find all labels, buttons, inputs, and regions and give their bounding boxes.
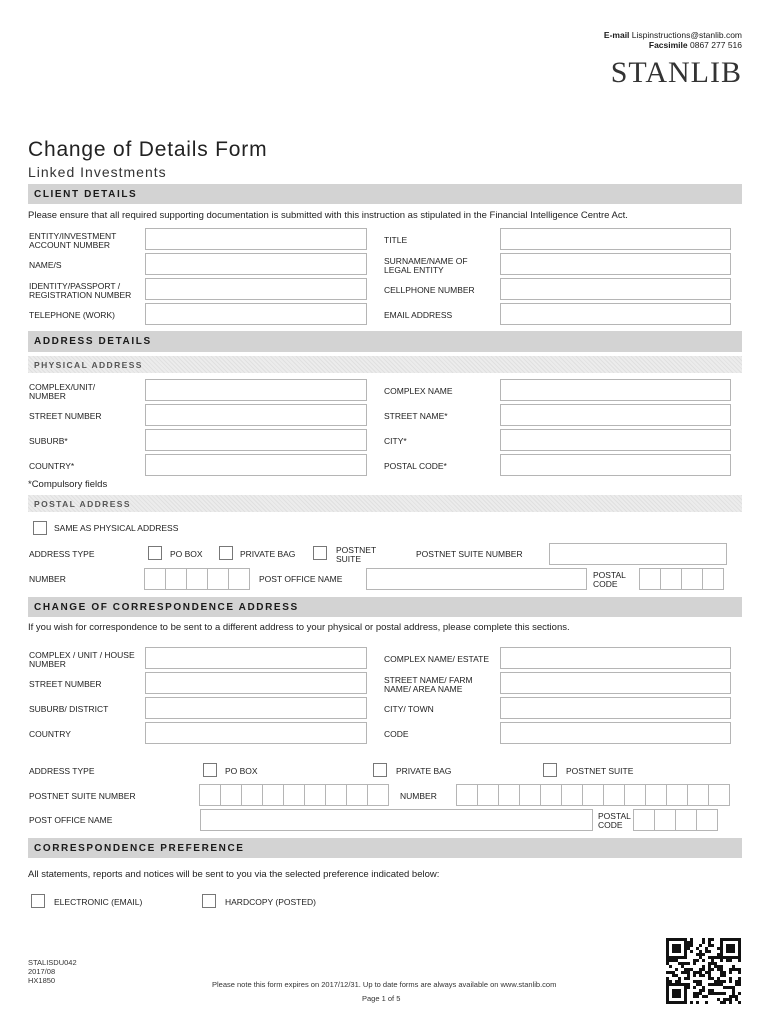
corr-address-type-label: ADDRESS TYPE bbox=[29, 766, 95, 776]
form-code: STALISDU042 bbox=[28, 958, 77, 967]
corr-field-0[interactable] bbox=[145, 647, 367, 669]
page-title: Change of Details Form bbox=[28, 138, 268, 161]
physical-right-label-0: COMPLEX NAME bbox=[384, 386, 453, 396]
post-office-name-label: POST OFFICE NAME bbox=[259, 574, 343, 584]
postal-code-label: POSTAL CODE bbox=[593, 570, 626, 589]
corr-private-bag-label: PRIVATE BAG bbox=[396, 766, 452, 776]
private-bag-checkbox[interactable] bbox=[219, 546, 233, 560]
header-contact bbox=[604, 30, 742, 50]
client-right-field-2[interactable] bbox=[500, 278, 731, 300]
physical-right-field-0[interactable] bbox=[500, 379, 731, 401]
client-right-label-2: CELLPHONE NUMBER bbox=[384, 285, 475, 295]
same-as-physical-checkbox[interactable] bbox=[33, 521, 47, 535]
po-box-checkbox[interactable] bbox=[148, 546, 162, 560]
corr-field-3[interactable] bbox=[145, 722, 367, 744]
postnet-suite-number-field[interactable] bbox=[549, 543, 727, 565]
electronic-label: ELECTRONIC (EMAIL) bbox=[54, 897, 143, 907]
stanlib-logo: STANLIB bbox=[610, 56, 742, 89]
client-right-field-3[interactable] bbox=[500, 303, 731, 325]
corr-label-2: SUBURB/ DISTRICT bbox=[29, 704, 109, 714]
physical-right-field-2[interactable] bbox=[500, 429, 731, 451]
postal-address-heading: POSTAL ADDRESS bbox=[28, 495, 742, 512]
page-subtitle: Linked Investments bbox=[28, 164, 167, 180]
physical-field-0[interactable] bbox=[145, 379, 367, 401]
corr-private-bag-checkbox[interactable] bbox=[373, 763, 387, 777]
corr-right-field-1[interactable] bbox=[500, 672, 731, 694]
address-details-heading: ADDRESS DETAILS bbox=[28, 331, 742, 352]
physical-right-label-2: CITY* bbox=[384, 436, 407, 446]
postnet-suite-checkbox[interactable] bbox=[313, 546, 327, 560]
physical-field-3[interactable] bbox=[145, 454, 367, 476]
postnet-suite-label: POSTNET SUITE bbox=[336, 545, 377, 564]
client-field-0[interactable] bbox=[145, 228, 367, 250]
physical-label-2: SUBURB* bbox=[29, 436, 68, 446]
private-bag-label: PRIVATE BAG bbox=[240, 549, 296, 559]
client-note: Please ensure that all required supporting documentation is submitted with this instruction as stipulated in the Financial Intelligence Centre Act. bbox=[28, 210, 628, 221]
client-label-1: NAME/S bbox=[29, 260, 62, 270]
corr-postnet-suite-number-label: POSTNET SUITE NUMBER bbox=[29, 791, 136, 801]
client-details-heading: CLIENT DETAILS bbox=[28, 184, 742, 204]
physical-right-field-1[interactable] bbox=[500, 404, 731, 426]
fax-label: Facsimile bbox=[648, 40, 688, 50]
form-ref: HX1850 bbox=[28, 976, 56, 985]
client-right-label-3: EMAIL ADDRESS bbox=[384, 310, 453, 320]
client-field-2[interactable] bbox=[145, 278, 367, 300]
corr-label-0: COMPLEX / UNIT / HOUSE NUMBER bbox=[29, 650, 135, 669]
po-box-label: PO BOX bbox=[170, 549, 203, 559]
expiry-note: Please note this form expires on 2017/12/31. Up to date forms are always available on www.stanlib.com bbox=[212, 980, 557, 989]
fax-value: 0867 277 516 bbox=[690, 40, 742, 50]
physical-right-label-3: POSTAL CODE* bbox=[384, 461, 447, 471]
post-office-name-field[interactable] bbox=[366, 568, 587, 590]
physical-label-0: COMPLEX/UNIT/ NUMBER bbox=[29, 382, 96, 401]
form-date: 2017/08 bbox=[28, 967, 56, 976]
postal-address-type-label: ADDRESS TYPE bbox=[29, 549, 95, 559]
physical-label-1: STREET NUMBER bbox=[29, 411, 102, 421]
corr-po-box-checkbox[interactable] bbox=[203, 763, 217, 777]
corr-number-label: NUMBER bbox=[400, 791, 437, 801]
physical-field-2[interactable] bbox=[145, 429, 367, 451]
postal-number-cells[interactable] bbox=[145, 568, 250, 590]
correspondence-address-heading: CHANGE OF CORRESPONDENCE ADDRESS bbox=[28, 597, 742, 617]
client-right-field-1[interactable] bbox=[500, 253, 731, 275]
correspondence-address-note: If you wish for correspondence to be sent to a different address to your physical or postal address, please complete this sections. bbox=[28, 622, 570, 633]
hardcopy-checkbox[interactable] bbox=[202, 894, 216, 908]
client-label-0: ENTITY/INVESTMENT ACCOUNT NUMBER bbox=[29, 231, 117, 250]
physical-address-heading: PHYSICAL ADDRESS bbox=[28, 356, 742, 373]
corr-postal-code-label: POSTAL CODE bbox=[598, 811, 631, 830]
preference-note: All statements, reports and notices will be sent to you via the selected preference indicated below: bbox=[28, 869, 440, 880]
corr-post-office-name-label: POST OFFICE NAME bbox=[29, 815, 113, 825]
physical-right-label-1: STREET NAME* bbox=[384, 411, 448, 421]
corr-right-label-3: CODE bbox=[384, 729, 409, 739]
correspondence-preference-heading: CORRESPONDENCE PREFERENCE bbox=[28, 838, 742, 858]
corr-po-box-label: PO BOX bbox=[225, 766, 258, 776]
corr-right-field-0[interactable] bbox=[500, 647, 731, 669]
qr-code-icon bbox=[666, 937, 741, 1005]
corr-post-office-name-field[interactable] bbox=[200, 809, 593, 831]
corr-right-label-2: CITY/ TOWN bbox=[384, 704, 434, 714]
corr-field-1[interactable] bbox=[145, 672, 367, 694]
client-right-label-0: TITLE bbox=[384, 235, 408, 245]
client-field-3[interactable] bbox=[145, 303, 367, 325]
physical-field-1[interactable] bbox=[145, 404, 367, 426]
postnet-suite-number-label: POSTNET SUITE NUMBER bbox=[416, 549, 523, 559]
client-field-1[interactable] bbox=[145, 253, 367, 275]
corr-right-label-0: COMPLEX NAME/ ESTATE bbox=[384, 654, 490, 664]
footer-codes bbox=[28, 958, 77, 985]
client-right-field-0[interactable] bbox=[500, 228, 731, 250]
electronic-checkbox[interactable] bbox=[31, 894, 45, 908]
client-right-label-1: SURNAME/NAME OF LEGAL ENTITY bbox=[384, 256, 468, 275]
compulsory-note: *Compulsory fields bbox=[28, 479, 108, 490]
corr-field-2[interactable] bbox=[145, 697, 367, 719]
corr-right-label-1: STREET NAME/ FARM NAME/ AREA NAME bbox=[384, 675, 473, 694]
page-number: Page 1 of 5 bbox=[362, 994, 401, 1003]
corr-postal-code-cells[interactable] bbox=[634, 809, 718, 831]
physical-label-3: COUNTRY* bbox=[29, 461, 75, 471]
postal-number-label: NUMBER bbox=[29, 574, 66, 584]
corr-right-field-3[interactable] bbox=[500, 722, 731, 744]
corr-postnet-suite-label: POSTNET SUITE bbox=[566, 766, 634, 776]
corr-postnet-suite-number-cells[interactable] bbox=[200, 784, 389, 806]
postal-code-cells[interactable] bbox=[640, 568, 724, 590]
email-value: Lispinstructions@stanlib.com bbox=[631, 30, 742, 40]
hardcopy-label: HARDCOPY (POSTED) bbox=[225, 897, 316, 907]
corr-label-3: COUNTRY bbox=[29, 729, 71, 739]
corr-label-1: STREET NUMBER bbox=[29, 679, 102, 689]
corr-number-cells[interactable] bbox=[457, 784, 730, 806]
same-as-physical-label: SAME AS PHYSICAL ADDRESS bbox=[54, 523, 179, 533]
corr-right-field-2[interactable] bbox=[500, 697, 731, 719]
physical-right-field-3[interactable] bbox=[500, 454, 731, 476]
email-label: E-mail bbox=[603, 30, 630, 40]
corr-postnet-suite-checkbox[interactable] bbox=[543, 763, 557, 777]
client-label-2: IDENTITY/PASSPORT / REGISTRATION NUMBER bbox=[29, 281, 132, 300]
client-label-3: TELEPHONE (WORK) bbox=[29, 310, 115, 320]
